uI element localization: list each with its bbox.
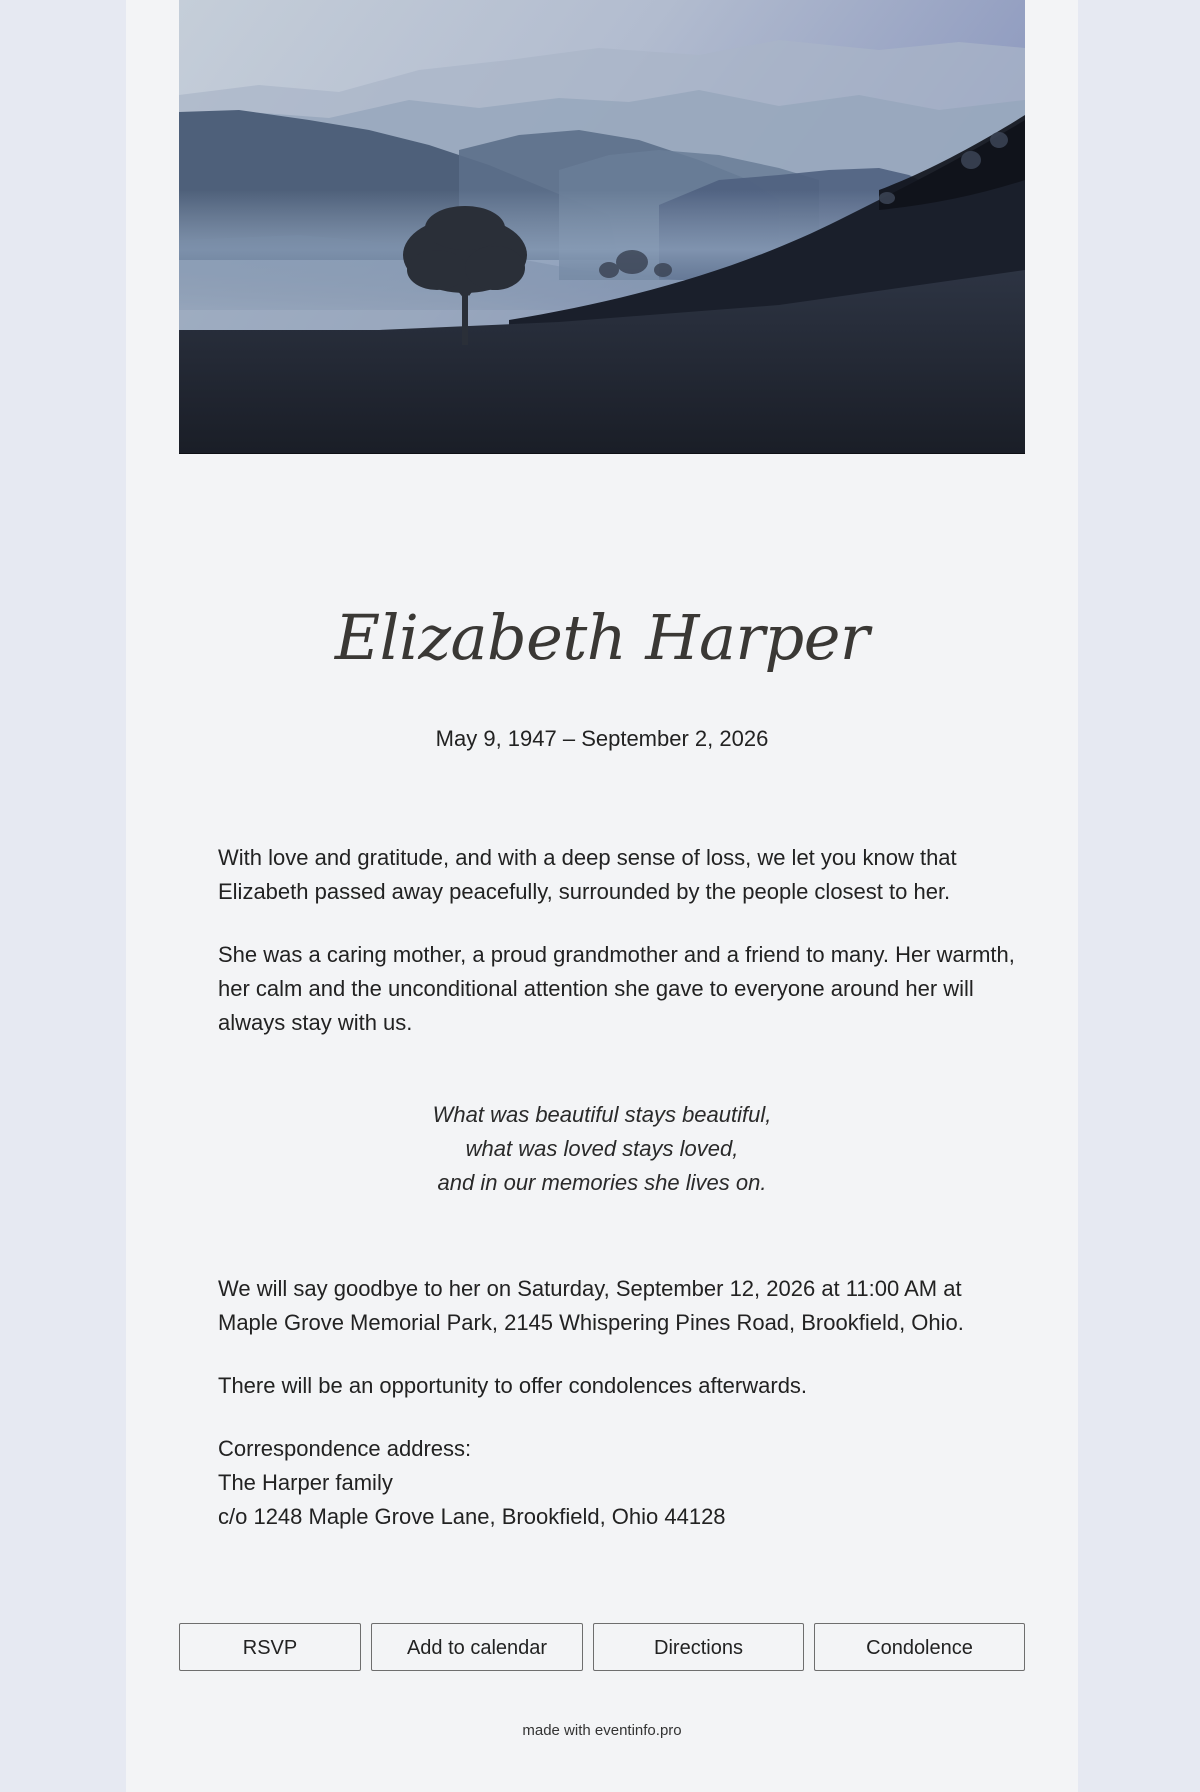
footer-credit[interactable]: made with eventinfo.pro xyxy=(522,1722,682,1739)
life-dates: May 9, 1947 – September 2, 2026 xyxy=(435,726,769,751)
add-to-calendar-button[interactable]: Add to calendar xyxy=(371,1623,583,1671)
hero-image xyxy=(179,0,1025,454)
condolence-note: There will be an opportunity to offer condolences afterwards. xyxy=(218,1373,808,1398)
poem-line: What was beautiful stays beautiful, xyxy=(432,1102,772,1127)
service-details: We will say goodbye to her on Saturday, September 12, 2026 at 11:00 AM at Maple Grove Memorial Park, 2145 Whispering Pines Road, Brookfield, Ohio. xyxy=(218,1276,964,1335)
condolence-button[interactable]: Condolence xyxy=(814,1623,1025,1671)
correspondence-recipient: The Harper family xyxy=(218,1470,393,1495)
message-paragraph-2: She was a caring mother, a proud grandmother and a friend to many. Her warmth, her calm and the unconditional attention she gave to everyone around her will always stay with us. xyxy=(218,942,1015,1035)
correspondence-street: c/o 1248 Maple Grove Lane, Brookfield, Ohio 44128 xyxy=(218,1504,726,1529)
message-paragraph-1: With love and gratitude, and with a deep sense of loss, we let you know that Elizabeth passed away peacefully, surrounded by the people closest to her. xyxy=(218,845,957,904)
poem-line: what was loved stays loved, xyxy=(465,1136,739,1161)
correspondence-address xyxy=(218,1432,726,1534)
directions-button[interactable]: Directions xyxy=(593,1623,804,1671)
poem xyxy=(218,1098,986,1200)
rsvp-button[interactable]: RSVP xyxy=(179,1623,361,1671)
poem-line: and in our memories she lives on. xyxy=(437,1170,767,1195)
action-buttons xyxy=(179,1623,1025,1673)
memorial-card xyxy=(126,0,1078,1792)
correspondence-label: Correspondence address: xyxy=(218,1436,472,1461)
deceased-name: Elizabeth Harper xyxy=(334,601,870,674)
misty-valley-illustration xyxy=(179,0,1025,453)
